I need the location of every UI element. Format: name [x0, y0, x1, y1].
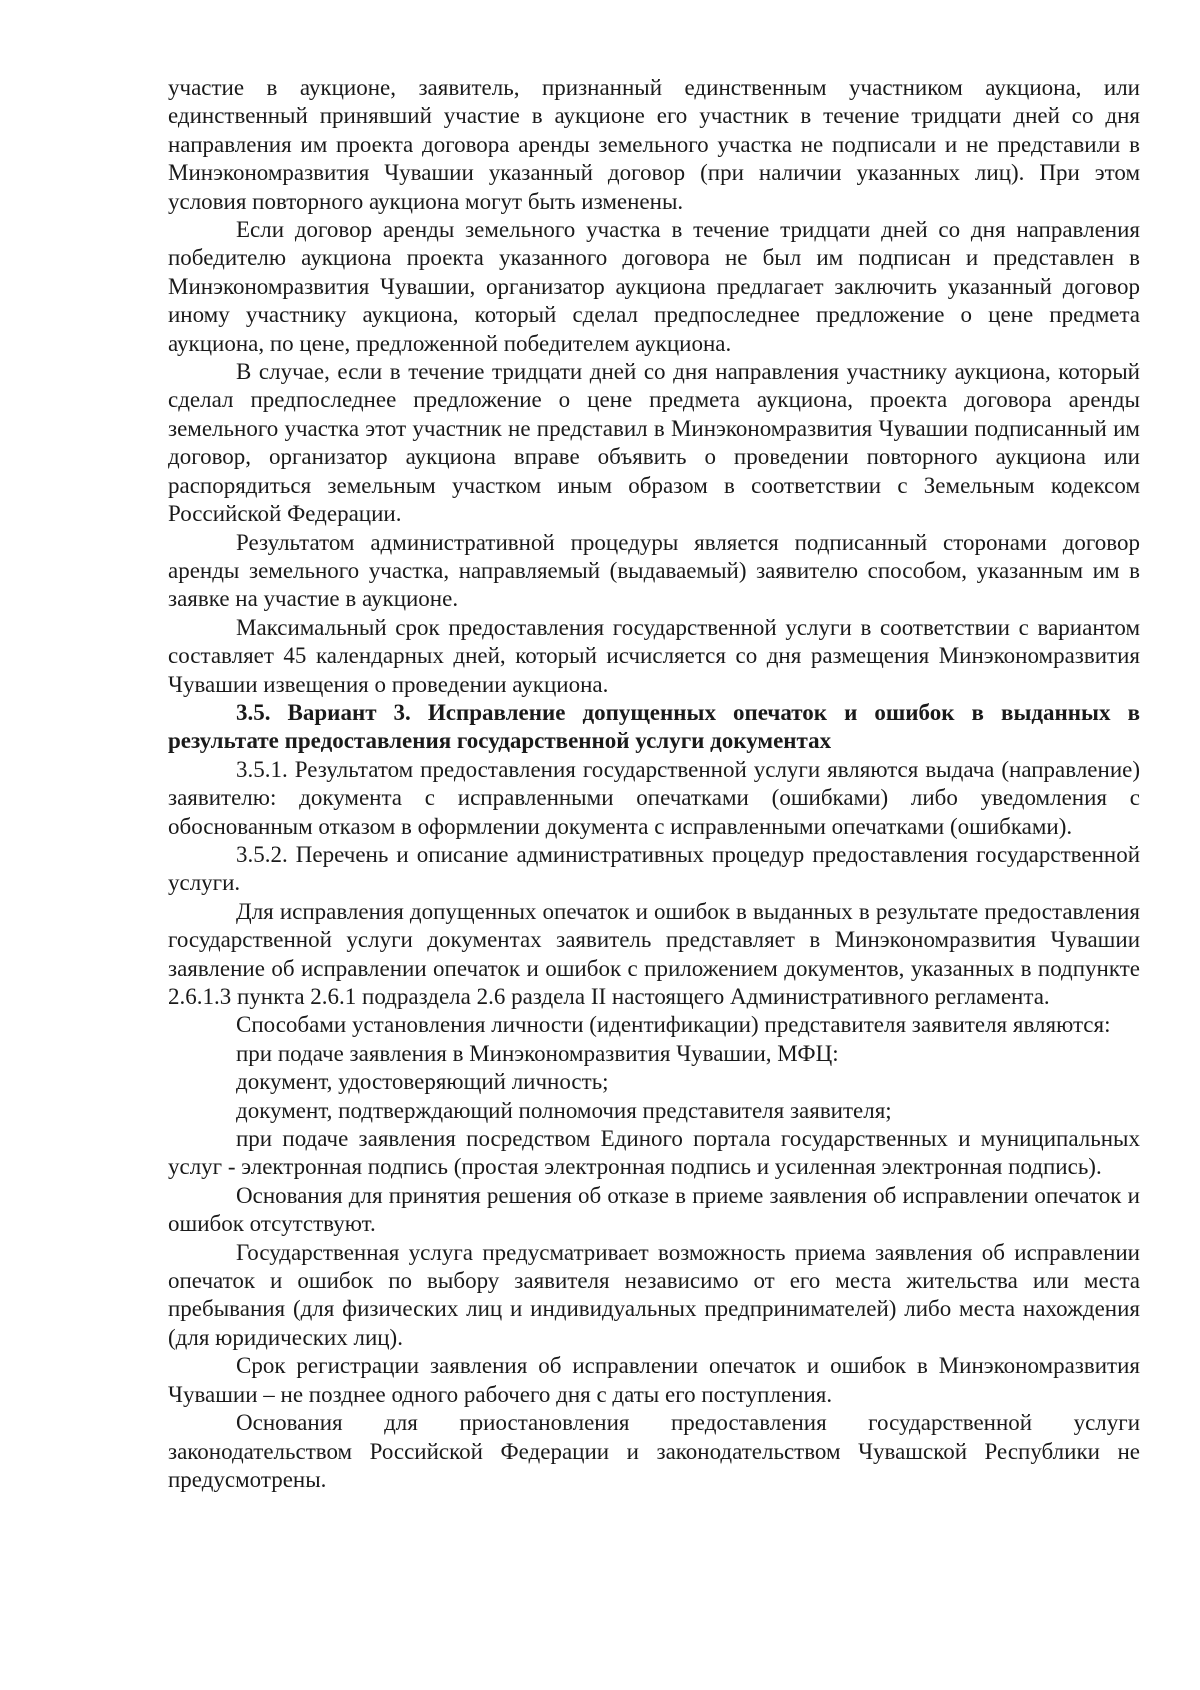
paragraph-auction-conditions: участие в аукционе, заявитель, признанный единственным участником аукциона, или единственный принявший участие в аукционе его участник в течение тридцати дней со дня направления им проекта договора аренды земельного участка не подписали и не представили в Минэкономразвития Чувашии указанный договор (при наличии указанных лиц). При этом условия повторного аукциона могут быть изменены.	[168, 75, 1140, 214]
list-item-electronic-signature: при подаче заявления посредством Единого портала государственных и муниципальных услуг - электронная подпись (простая электронная подпись и усиленная электронная подпись).	[168, 1126, 1140, 1180]
paragraph-identification-methods: Способами установления личности (идентификации) представителя заявителя являются:	[236, 1012, 1111, 1038]
paragraph-registration-term: Срок регистрации заявления об исправлении опечаток и ошибок в Минэкономразвития Чувашии – не позднее одного рабочего дня с даты его поступления.	[168, 1353, 1140, 1407]
paragraph-lease-not-signed: Если договор аренды земельного участка в течение тридцати дней со дня направления победителю аукциона проекта указанного договора не был им подписан и представлен в Минэкономразвития Чувашии, организатор аукциона предлагает заключить указанный договор иному участнику аукциона, который сделал предпоследнее предложение о цене предмета аукциона, по цене, предложенной победителем аукциона.	[168, 217, 1140, 356]
list-item-in-person: при подаче заявления в Минэкономразвития Чувашии, МФЦ:	[236, 1040, 839, 1066]
section-heading-3-5: 3.5. Вариант 3. Исправление допущенных опечаток и ошибок в выданных в результате предоставления государственной услуги документах	[168, 699, 1140, 754]
paragraph-3-5-1: 3.5.1. Результатом предоставления государственной услуги являются выдача (направление) заявителю: документа с исправленными опечатками (ошибками) либо уведомления с обоснованным отказом в оформлении документа с исправленными опечатками (ошибками).	[168, 756, 1140, 839]
paragraph-extraterritorial: Государственная услуга предусматривает возможность приема заявления об исправлении опечаток и ошибок по выбору заявителя независимо от его места жительства или места пребывания (для физических лиц и индивидуальных предпринимателей) либо места нахождения (для юридических лиц).	[168, 1239, 1140, 1350]
paragraph-procedure-result: Результатом административной процедуры является подписанный сторонами договор аренды земельного участка, направляемый (выдаваемый) заявителю способом, указанным им в заявке на участие в аукционе.	[168, 529, 1140, 612]
list-item-authority-document: документ, подтверждающий полномочия представителя заявителя;	[236, 1097, 892, 1123]
paragraph-no-suspension: Основания для приостановления предоставления государственной услуги законодательством Российской Федерации и законодательством Чувашской Республики не предусмотрены.	[168, 1410, 1140, 1492]
paragraph-second-participant: В случае, если в течение тридцати дней со дня направления участнику аукциона, который сделал предпоследнее предложение о цене предмета аукциона, проекта договора аренды земельного участка этот участник не представил в Минэкономразвития Чувашии подписанный им договор, организатор аукциона вправе объявить о проведении повторного аукциона или распорядиться земельным участком иным образом в соответствии с Земельным кодексом Российской Федерации.	[168, 359, 1140, 527]
paragraph-correction-request: Для исправления допущенных опечаток и ошибок в выданных в результате предоставления государственной услуги документах заявитель представляет в Минэкономразвития Чувашии заявление об исправлении опечаток и ошибок с приложением документов, указанных в подпункте 2.6.1.3 пункта 2.6.1 подраздела 2.6 раздела II настоящего Административного регламента.	[168, 898, 1140, 1009]
list-item-identity-document: документ, удостоверяющий личность;	[236, 1069, 609, 1095]
document-page	[168, 74, 1140, 1494]
paragraph-max-term: Максимальный срок предоставления государственной услуги в соответствии с вариантом составляет 45 календарных дней, который исчисляется со дня размещения Минэкономразвития Чувашии извещения о проведении аукциона.	[168, 614, 1140, 697]
paragraph-no-refusal-grounds: Основания для принятия решения об отказе в приеме заявления об исправлении опечаток и ошибок отсутствуют.	[168, 1182, 1140, 1237]
paragraph-3-5-2: 3.5.2. Перечень и описание административных процедур предоставления государственной услуги.	[168, 841, 1140, 896]
